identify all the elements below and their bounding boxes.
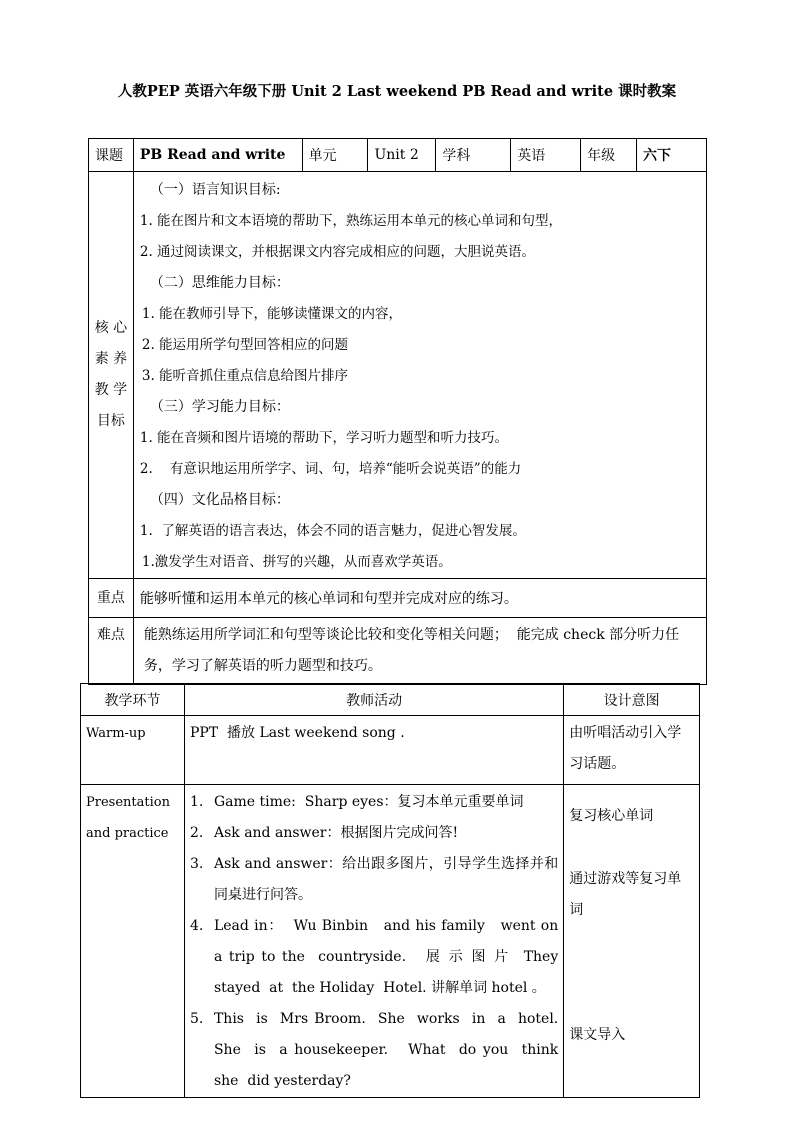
subject-label: 学科 (436, 139, 511, 172)
goal-item: 2. 能运用所学句型回答相应的问题 (141, 337, 349, 353)
warmup-stage: Warm-up (81, 716, 185, 785)
grade-label: 年级 (581, 139, 637, 172)
item-text: Ask and answer：根据图片完成问答! (213, 825, 459, 841)
goals-label-line: 素 养 (94, 351, 128, 367)
document-title: 人教PEP 英语六年级下册 Unit 2 Last weekend PB Read and write 课时教案 (117, 83, 677, 100)
item-text: Game time: Sharp eyes：复习本单元重要单词 (213, 794, 524, 810)
warmup-activity: PPT 播放 Last weekend song . (184, 716, 563, 785)
goals-label (89, 172, 134, 579)
item-number: 2. (189, 825, 204, 841)
goal-item: 3. 能听音抓住重点信息给图片排序 (141, 368, 349, 384)
goal-heading: （四）文化品格目标： (149, 492, 290, 508)
item-text: Ask and answer：给出跟多图片，引导学生选择并和同桌进行问答。 (213, 856, 559, 903)
goal-heading: （一）语言知识目标: (149, 182, 281, 198)
activity-item (190, 849, 558, 911)
goals-content (133, 172, 706, 579)
warmup-intent: 由听唱活动引入学习话题。 (564, 716, 700, 785)
intent-header: 设计意图 (564, 684, 700, 716)
teaching-process-table (80, 683, 700, 1098)
item-number: 5. (189, 1011, 204, 1027)
unit-value: Unit 2 (368, 139, 436, 172)
goal-item: 1. 能在音频和图片语境的帮助下，学习听力题型和听力技巧。 (139, 430, 509, 446)
activity-list (189, 787, 572, 1097)
stage-header: 教学环节 (81, 684, 185, 716)
key-point-label: 重点 (89, 579, 134, 618)
presentation-activity (184, 785, 572, 1098)
goals-label-line: 目标 (96, 413, 125, 429)
topic-value: PB Read and write (133, 139, 302, 172)
presentation-intent (564, 785, 700, 1098)
activity-header: 教师活动 (184, 684, 563, 716)
item-number: 3. (189, 856, 204, 872)
stage-line: Presentation (86, 795, 170, 810)
topic-label: 课题 (89, 139, 134, 172)
goal-heading: （二）思维能力目标： (149, 275, 290, 291)
subject-value: 英语 (511, 139, 581, 172)
goal-item: 2. 通过阅读课文，并根据课文内容完成相应的问题，大胆说英语。 (139, 244, 536, 260)
goal-heading: （三）学习能力目标： (149, 399, 290, 415)
item-number: 1. (189, 794, 204, 810)
stage-line: and practice (86, 826, 169, 841)
goal-item: 2. 有意识地运用所学字、词、句，培养“能听会说英语”的能力 (139, 461, 522, 477)
grade-value: 六下 (637, 139, 707, 172)
key-point-text: 能够听懂和运用本单元的核心单词和句型并完成对应的练习。 (133, 579, 706, 618)
activity-item (190, 787, 558, 818)
goals-label-line: 核 心 (94, 320, 128, 336)
activity-item (189, 911, 568, 1004)
presentation-stage (81, 785, 185, 1098)
intent-game-review: 通过游戏等复习单词 (569, 871, 682, 918)
goal-item: 1. 了解英语的语言表达，体会不同的语言魅力，促进心智发展。 (139, 523, 526, 539)
goal-item: 1.激发学生对语音、拼写的兴趣，从而喜欢学英语。 (141, 554, 452, 570)
goal-item: 1. 能在图片和文本语境的帮助下，熟练运用本单元的核心单词和句型， (139, 213, 563, 229)
activity-item (190, 818, 558, 849)
item-number: 4. (189, 918, 204, 934)
lesson-plan-table (88, 138, 707, 685)
item-text: Lead in： Wu Binbin and his family went on a trip to the countryside. 展 示 图 片 They stayed at the Holiday Hotel. 讲解单词 hotel 。 (213, 918, 568, 996)
item-text: This is Mrs Broom. She works in a hotel. She is a housekeeper. What do you think she did yesterday? (213, 1011, 572, 1089)
unit-label: 单元 (302, 139, 368, 172)
intent-review-words: 复习核心单词 (569, 808, 654, 824)
activity-item (189, 1004, 572, 1097)
intent-lead-in: 课文导入 (569, 1027, 626, 1043)
goals-label-line: 教 学 (94, 382, 128, 398)
goal-item: 1. 能在教师引导下，能够读懂课文的内容， (141, 306, 403, 322)
difficulty-text: 能熟练运用所学词汇和句型等谈论比较和变化等相关问题； 能完成 check 部分听力任务，学习了解英语的听力题型和技巧。 (133, 618, 706, 685)
difficulty-label: 难点 (89, 618, 134, 685)
